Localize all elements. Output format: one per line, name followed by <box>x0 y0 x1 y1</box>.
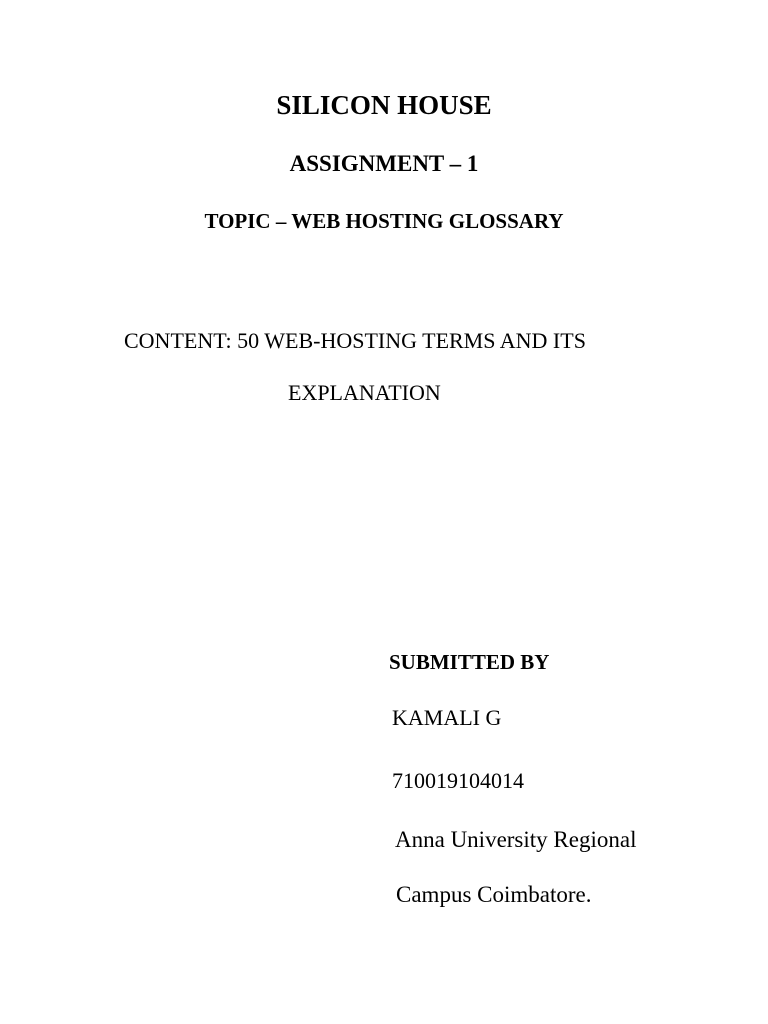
content-description-line-2: EXPLANATION <box>288 380 441 405</box>
institution-line-1: Anna University Regional <box>395 827 637 852</box>
register-number: 710019104014 <box>392 768 524 793</box>
submitted-by-label: SUBMITTED BY <box>389 650 550 674</box>
content-description-line-1: CONTENT: 50 WEB-HOSTING TERMS AND ITS <box>124 328 586 353</box>
institution-line-2: Campus Coimbatore. <box>396 882 592 907</box>
organization-title: SILICON HOUSE <box>276 90 492 120</box>
topic-title: TOPIC – WEB HOSTING GLOSSARY <box>204 209 564 233</box>
student-name: KAMALI G <box>392 705 502 730</box>
assignment-title: ASSIGNMENT – 1 <box>289 151 479 176</box>
